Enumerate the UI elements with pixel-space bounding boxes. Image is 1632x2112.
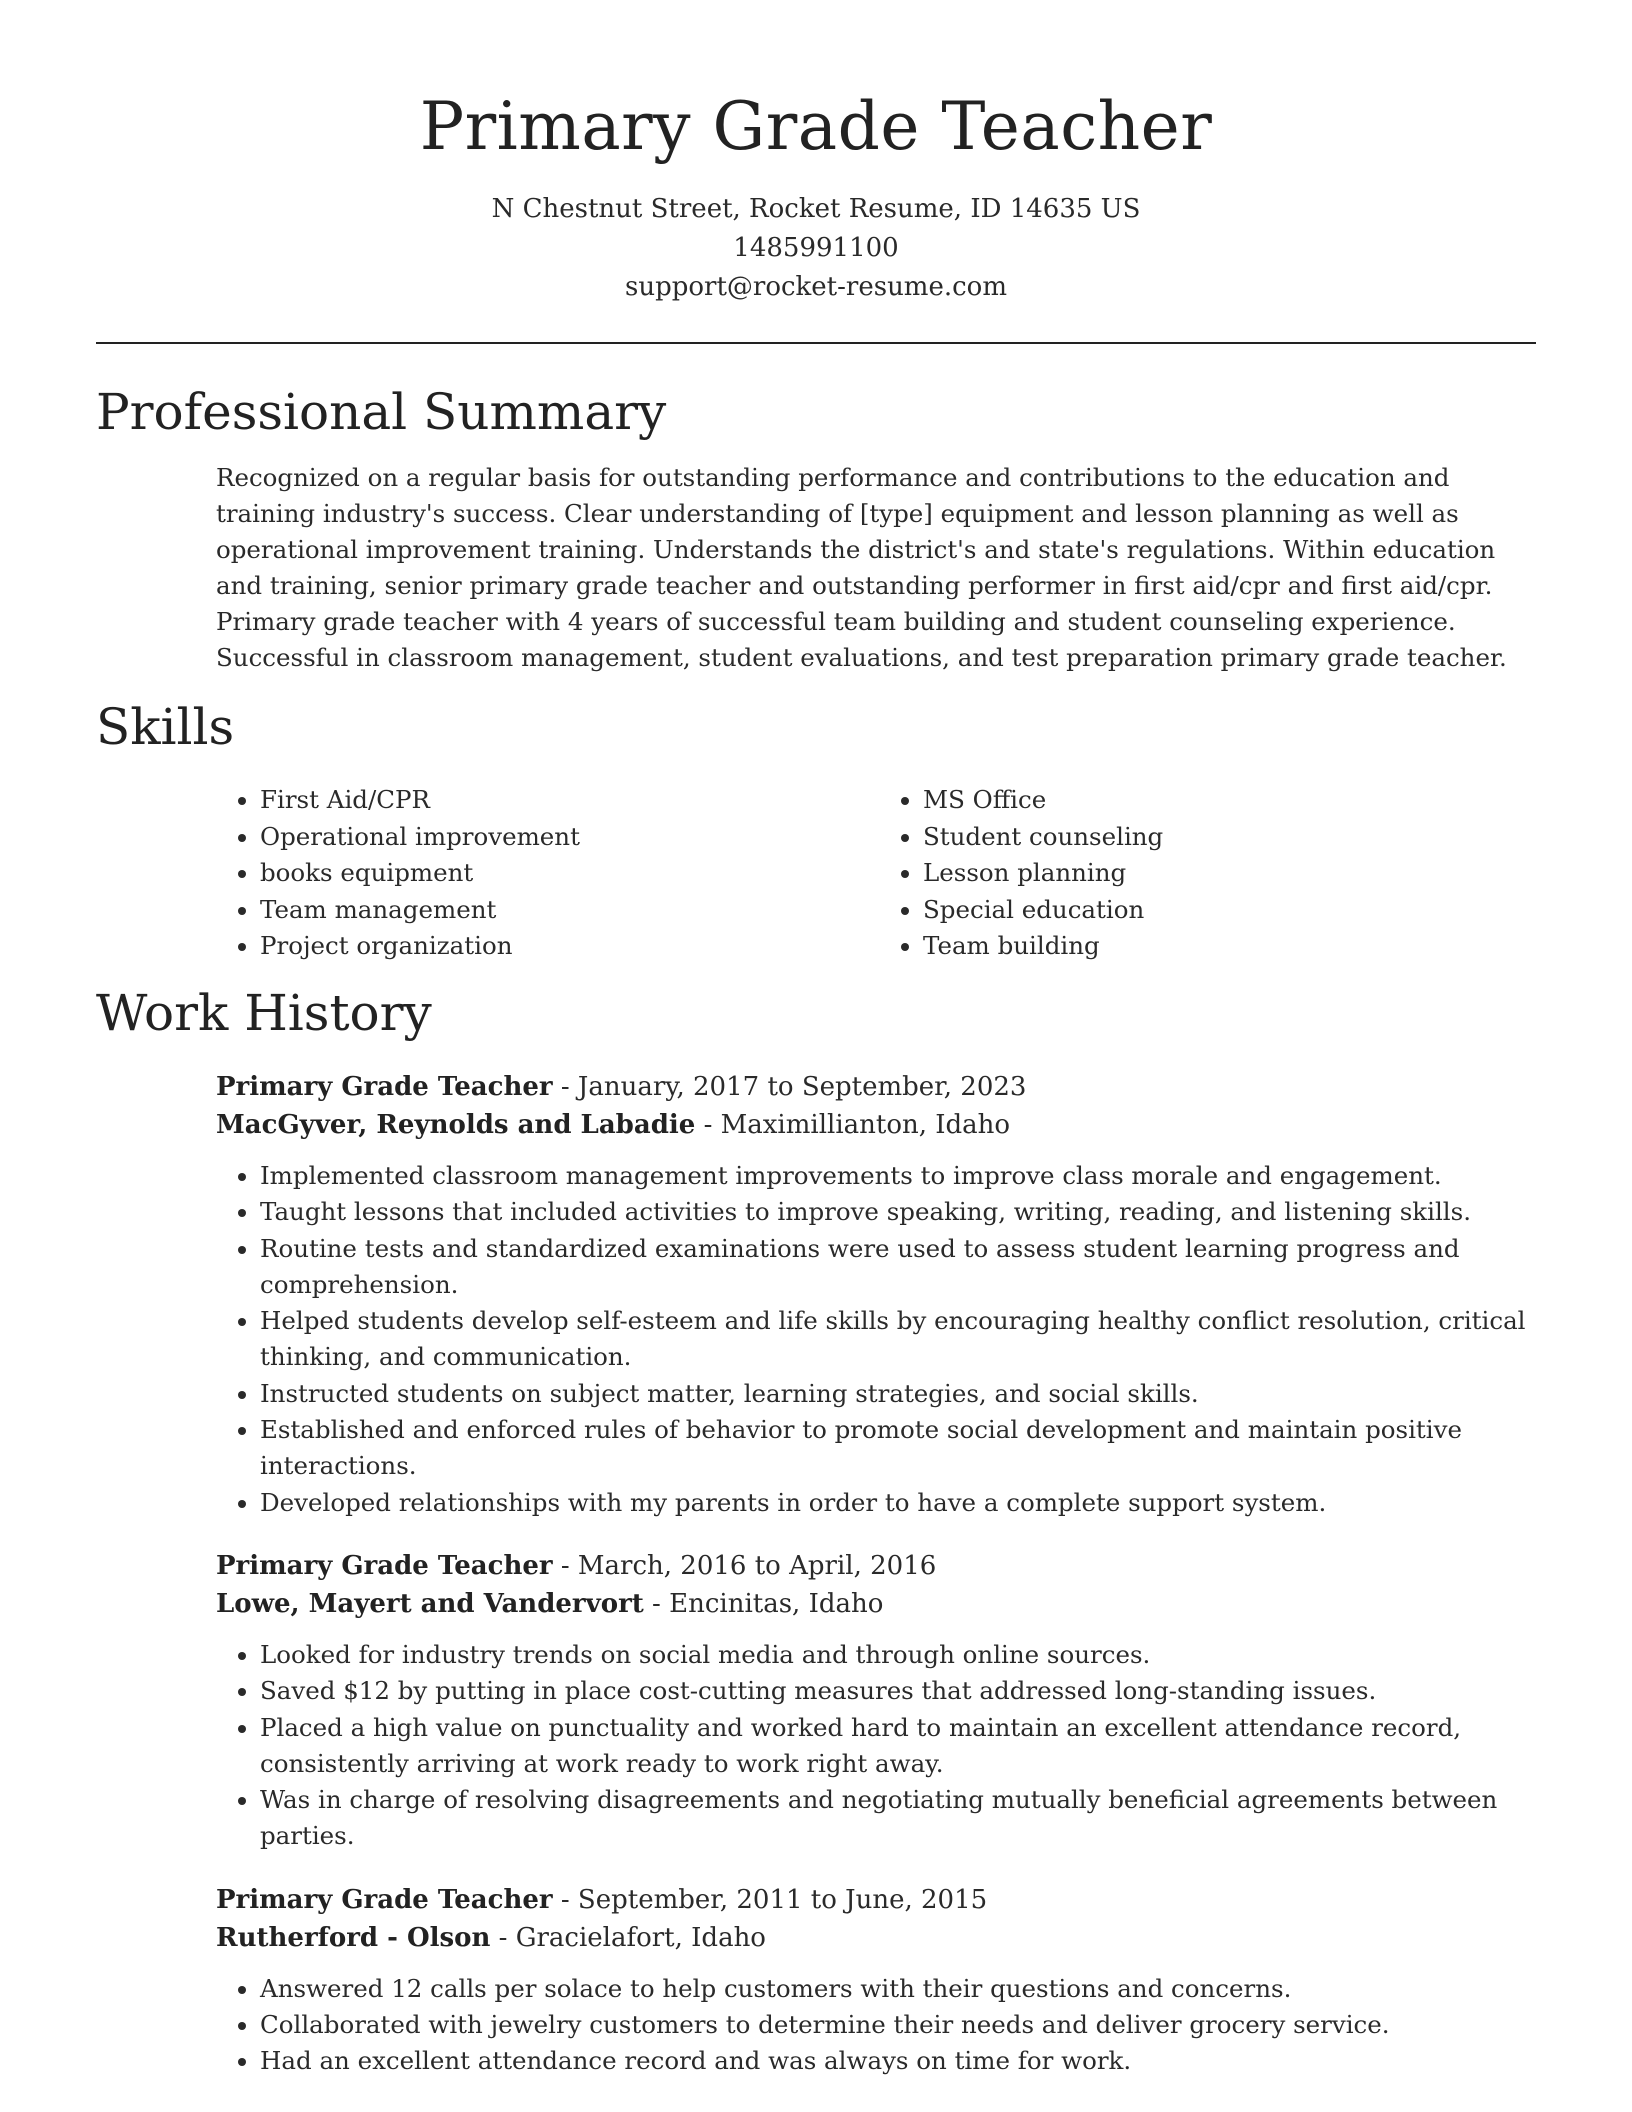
job-bullet: • Routine tests and standardized examinations were used to assess student learning progress and comprehension. [260, 1231, 1542, 1304]
skills-column-left [216, 782, 879, 965]
summary-heading: Professional Summary [96, 383, 667, 441]
job-bullets [216, 1158, 1542, 1521]
job-title: Primary Grade Teacher [216, 1072, 553, 1102]
skill-item: • books equipment [260, 855, 879, 892]
email-text: support@rocket-resume.com [624, 272, 1007, 302]
company-name: Lowe, Mayert and Vandervort [216, 1588, 644, 1619]
job-bullet: • Had an excellent attendance record and was always on time for work. [260, 2043, 1542, 2079]
skill-item: • Project organization [260, 928, 879, 965]
job-bullet: • Looked for industry trends on social media and through online sources. [260, 1637, 1542, 1673]
job-bullet: • Was in charge of resolving disagreements and negotiating mutually beneficial agreements between parties. [260, 1782, 1542, 1855]
job-bullet: • Implemented classroom management improvements to improve class morale and engagement. [260, 1158, 1542, 1194]
address-text: N Chestnut Street, Rocket Resume, ID 14635 US [491, 194, 1141, 224]
resume-header [0, 0, 1632, 307]
job-dates: - March, 2016 to April, 2016 [552, 1550, 937, 1581]
skill-item: • Team management [260, 892, 879, 929]
job-bullet: • Collaborated with jewelry customers to determine their needs and deliver grocery service. [260, 2007, 1542, 2043]
job-location: - Maximillianton, Idaho [695, 1110, 1011, 1140]
job-company-line [216, 1106, 1542, 1144]
job-bullet: • Saved $12 by putting in place cost-cutting measures that addressed long-standing issues. [260, 1673, 1542, 1709]
job-bullet: • Established and enforced rules of behavior to promote social development and maintain positive interactions. [260, 1412, 1542, 1485]
skills-column-right [879, 782, 1542, 965]
header-divider [96, 342, 1536, 344]
job-dates: - September, 2011 to June, 2015 [552, 1884, 988, 1915]
skills-heading: Skills [96, 698, 235, 756]
candidate-name: Primary Grade Teacher [419, 88, 1213, 165]
job-bullet: • Developed relationships with my parents in order to have a complete support system. [260, 1485, 1542, 1521]
job-title-line [216, 1881, 1542, 1919]
skill-item: • First Aid/CPR [260, 782, 879, 819]
skill-item: • Lesson planning [923, 855, 1542, 892]
skill-item: • MS Office [923, 782, 1542, 819]
skill-item: • Team building [923, 928, 1542, 965]
summary-text: Recognized on a regular basis for outstanding performance and contributions to the education and training industry's success. Clear understanding of [type] equipment and lesson planning as well as operational improvement training. Understands the district's and state's regulations. Within education and training, senior primary grade teacher and outstanding performer in first aid/cpr and first aid/cpr. Primary grade teacher with 4 years of successful team building and student counseling experience. Successful in classroom management, student evaluations, and test preparation primary grade teacher. [216, 463, 1507, 672]
company-name: MacGyver, Reynolds and Labadie [216, 1110, 696, 1140]
skills-list [216, 782, 1542, 965]
skill-item: • Special education [923, 892, 1542, 929]
job-bullet: • Helped students develop self-esteem and life skills by encouraging healthy conflict resolution, critical thinking, and communication. [260, 1303, 1542, 1376]
job-title-line [216, 1547, 1542, 1585]
job-title: Primary Grade Teacher [216, 1884, 553, 1915]
job-entry [216, 1881, 1542, 2080]
job-title-line [216, 1068, 1542, 1106]
job-entry [216, 1068, 1542, 1521]
job-entry [216, 1547, 1542, 1855]
company-name: Rutherford - Olson [216, 1922, 491, 1953]
contact-info [0, 190, 1632, 307]
job-bullets [216, 1971, 1542, 2080]
skill-item: • Student counseling [923, 819, 1542, 856]
job-title: Primary Grade Teacher [216, 1550, 553, 1581]
work-history-list [216, 1068, 1542, 2100]
job-bullet: • Placed a high value on punctuality and worked hard to maintain an excellent attendance record, consistently arriving at work ready to work right away. [260, 1710, 1542, 1783]
job-bullet: • Answered 12 calls per solace to help customers with their questions and concerns. [260, 1971, 1542, 2007]
job-company-line [216, 1585, 1542, 1623]
job-location: - Gracielafort, Idaho [490, 1922, 766, 1953]
job-bullet: • Taught lessons that included activities to improve speaking, writing, reading, and listening skills. [260, 1194, 1542, 1230]
job-company-line [216, 1919, 1542, 1957]
job-bullet: • Instructed students on subject matter, learning strategies, and social skills. [260, 1376, 1542, 1412]
work-history-heading: Work History [96, 984, 432, 1042]
job-bullets [216, 1637, 1542, 1855]
job-location: - Encinitas, Idaho [643, 1588, 884, 1619]
job-dates: - January, 2017 to September, 2023 [552, 1072, 1027, 1102]
skill-item: • Operational improvement [260, 819, 879, 856]
phone-text: 1485991100 [733, 233, 899, 263]
